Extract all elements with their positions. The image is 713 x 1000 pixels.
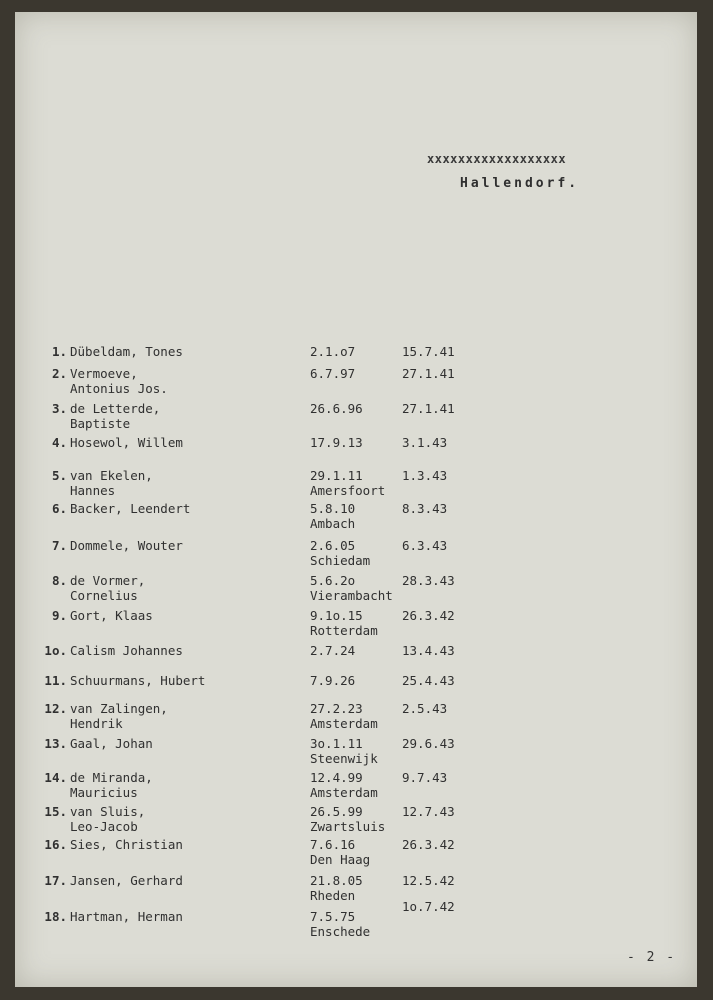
entry-number: 18. [44,909,67,924]
entry-number: 7. [51,538,67,553]
list-item [15,837,697,869]
entry-number: 6. [51,501,67,516]
entry-number: 12. [44,701,67,716]
entry-name: de Miranda, [70,770,153,785]
entry-number: 2. [51,366,67,381]
page-number: - 2 - [627,950,677,965]
entry-name-line2: Hannes [70,483,116,498]
entry-name: Vermoeve, [70,366,138,381]
list-item [15,366,697,398]
entry-date: 25.4.43 [402,673,455,688]
entry-birth-date: 2.1.o7 [310,344,356,359]
entry-date: 12.7.43 [402,804,455,819]
entry-date: 8.3.43 [402,501,448,516]
entry-date-2: 1o.7.42 [402,899,455,914]
entry-name: Jansen, Gerhard [70,873,183,888]
entry-name: Sies, Christian [70,837,183,852]
entry-birth-date: 5.8.10 [310,501,356,516]
entry-number: 9. [51,608,67,623]
entry-birth-place: Schiedam [310,553,371,568]
struck-heading: xxxxxxxxxxxxxxxxxx [427,152,567,166]
list-item [15,401,697,433]
entry-name-line2: Leo-Jacob [70,819,138,834]
entry-date: 12.5.42 [402,873,455,888]
entry-number: 17. [44,873,67,888]
entry-birth-place: Rheden [310,888,356,903]
entry-number: 14. [44,770,67,785]
entry-birth-place: Zwartsluis [310,819,386,834]
entry-name-line2: Mauricius [70,785,138,800]
list-item [15,501,697,533]
list-item [15,701,697,733]
entry-name: van Ekelen, [70,468,153,483]
entry-birth-date: 7.9.26 [310,673,356,688]
entry-date: 6.3.43 [402,538,448,553]
list-item [15,538,697,570]
entry-birth-place: Amsterdam [310,716,378,731]
entry-date: 26.3.42 [402,608,455,623]
entry-number: 8. [51,573,67,588]
entry-birth-date: 21.8.05 [310,873,363,888]
entry-name: Gort, Klaas [70,608,153,623]
entry-birth-date: 2.7.24 [310,643,356,658]
entry-birth-place: Ambach [310,516,356,531]
entry-number: 15. [44,804,67,819]
entry-name: de Letterde, [70,401,161,416]
entry-birth-date: 3o.1.11 [310,736,363,751]
entry-birth-place: Enschede [310,924,371,939]
entry-number: 16. [44,837,67,852]
entry-number: 1. [51,344,67,359]
entry-birth-date: 17.9.13 [310,435,363,450]
entry-birth-date: 12.4.99 [310,770,363,785]
entry-name-line2: Cornelius [70,588,138,603]
entry-date: 2.5.43 [402,701,448,716]
entry-name: Schuurmans, Hubert [70,673,206,688]
list-item [15,608,697,640]
entry-name: Gaal, Johan [70,736,153,751]
entry-name: Dübeldam, Tones [70,344,183,359]
list-item [15,736,697,768]
entry-date: 13.4.43 [402,643,455,658]
list-item [15,804,697,836]
entry-number: 1o. [44,643,67,658]
entry-date: 28.3.43 [402,573,455,588]
entry-name: Backer, Leendert [70,501,191,516]
entry-date: 27.1.41 [402,401,455,416]
list-item [15,770,697,802]
entry-birth-date: 7.5.75 [310,909,356,924]
entry-birth-date: 26.5.99 [310,804,363,819]
entry-birth-date: 27.2.23 [310,701,363,716]
entry-birth-date: 5.6.2o [310,573,356,588]
entry-birth-place: Amsterdam [310,785,378,800]
list-item [15,873,697,914]
entry-number: 11. [44,673,67,688]
entry-name: Hosewol, Willem [70,435,183,450]
entry-name-line2: Hendrik [70,716,123,731]
list-item [15,909,697,941]
entry-name-line2: Baptiste [70,416,131,431]
entry-number: 4. [51,435,67,450]
entry-birth-date: 9.1o.15 [310,608,363,623]
entry-name: Calism Johannes [70,643,183,658]
list-item [15,435,697,467]
entry-date: 3.1.43 [402,435,448,450]
entry-birth-date: 2.6.05 [310,538,356,553]
entry-name: van Sluis, [70,804,146,819]
entry-birth-place: Den Haag [310,852,371,867]
entry-birth-place: Vierambacht [310,588,393,603]
entry-number: 5. [51,468,67,483]
entry-name: de Vormer, [70,573,146,588]
entry-date: 9.7.43 [402,770,448,785]
list-item [15,468,697,500]
entry-date: 29.6.43 [402,736,455,751]
entry-name: Hartman, Herman [70,909,183,924]
entry-date: 15.7.41 [402,344,455,359]
list-item [15,573,697,605]
entry-date: 26.3.42 [402,837,455,852]
page-heading: Hallendorf. [460,176,580,191]
entry-date: 27.1.41 [402,366,455,381]
entry-birth-date: 6.7.97 [310,366,356,381]
entry-birth-date: 29.1.11 [310,468,363,483]
document-page [15,12,697,987]
list-item [15,643,697,675]
entry-birth-date: 7.6.16 [310,837,356,852]
entry-birth-place: Amersfoort [310,483,386,498]
entry-birth-place: Steenwijk [310,751,378,766]
entry-date: 1.3.43 [402,468,448,483]
entry-birth-place: Rotterdam [310,623,378,638]
entry-number: 13. [44,736,67,751]
entry-number: 3. [51,401,67,416]
entry-name: van Zalingen, [70,701,168,716]
entry-name: Dommele, Wouter [70,538,183,553]
entry-name-line2: Antonius Jos. [70,381,168,396]
entry-birth-date: 26.6.96 [310,401,363,416]
